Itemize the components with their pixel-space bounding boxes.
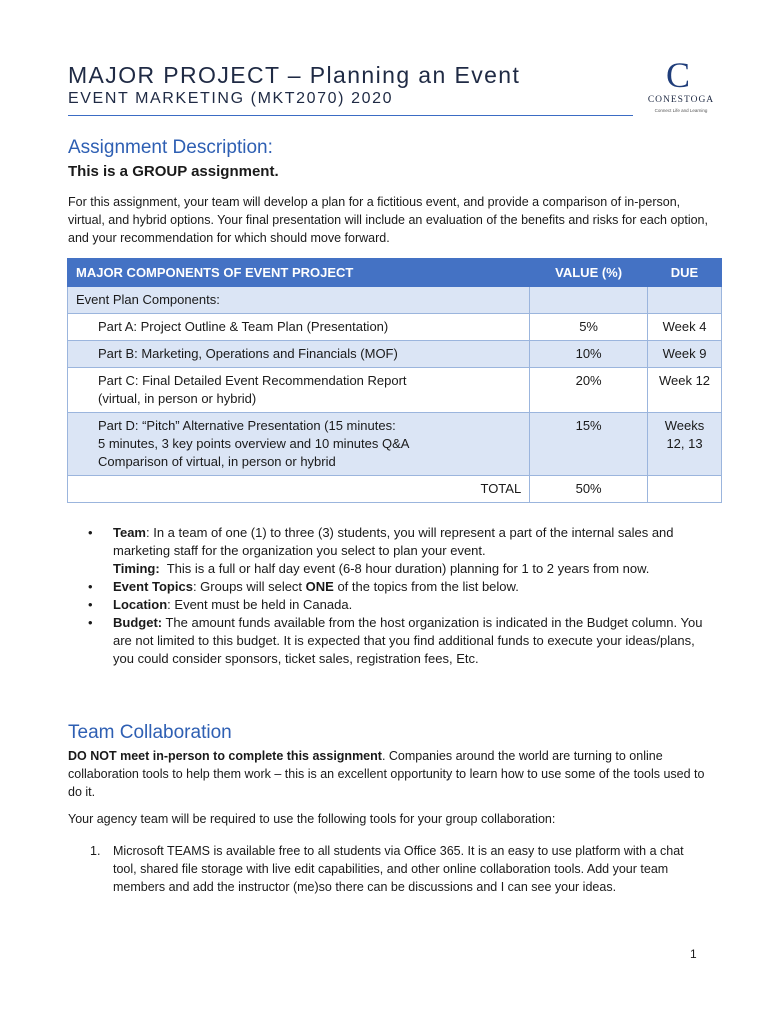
table-row: [68, 287, 722, 314]
table-row: [68, 368, 722, 413]
components-table: [67, 258, 722, 503]
page-number: 1: [690, 947, 697, 961]
value-cell: 20%: [530, 368, 648, 413]
bullet-icon: •: [88, 525, 93, 540]
logo-name: CONESTOGA: [647, 95, 715, 105]
bullet-icon: •: [88, 597, 93, 612]
assignment-description-heading: Assignment Description:: [68, 137, 273, 158]
header-value: VALUE (%): [530, 259, 648, 287]
conestoga-logo: [636, 56, 726, 118]
total-value: 50%: [530, 476, 648, 503]
component-cell: Part A: Project Outline & Team Plan (Presentation): [68, 314, 530, 341]
list-item: • Location: Event must be held in Canada.: [88, 597, 353, 612]
value-cell: 5%: [530, 314, 648, 341]
due-cell: Week 12: [648, 368, 722, 413]
due-cell: Week 9: [648, 341, 722, 368]
document-subtitle: EVENT MARKETING (MKT2070) 2020: [68, 90, 394, 107]
list-item: • Budget: The amount funds available from the host organization is indicated in the Budget column. You are not limited to this budget. It is expected that you find additional funds to execute your ideas/plans, you could consider sponsors, ticket sales, registration fees, Etc.: [88, 615, 707, 666]
collaboration-paragraph: DO NOT meet in-person to complete this assignment. Companies around the world are turning to online collaboration tools to help them work – this is an excellent opportunity to learn how to use some of the tools used to do it.: [68, 749, 705, 799]
tools-list: [90, 842, 690, 896]
component-cell: Part C: Final Detailed Event Recommendation Report (virtual, in person or hybrid): [68, 368, 530, 413]
bullet-icon: •: [88, 615, 93, 630]
header-due: DUE: [648, 259, 722, 287]
due-cell: Week 4: [648, 314, 722, 341]
section-label: Event Plan Components:: [68, 287, 530, 314]
logo-tagline: Connect Life and Learning: [654, 108, 708, 113]
table-total-row: [68, 476, 722, 503]
description-paragraph: For this assignment, your team will develop a plan for a fictitious event, and provide a comparison of in-person, virtual, and hybrid options. Your final presentation will include an evaluation of the benefits and risks for each option, and your recommendation for which should move forward.: [68, 195, 708, 245]
header-divider: [68, 115, 633, 116]
table-row: [68, 413, 722, 476]
list-item: • Event Topics: Groups will select ONE of the topics from the list below.: [88, 579, 519, 594]
table-row: [68, 314, 722, 341]
bullet-icon: •: [88, 579, 93, 594]
total-label: TOTAL: [68, 476, 530, 503]
value-cell: 10%: [530, 341, 648, 368]
table-header-row: [68, 259, 722, 287]
item-number: 1.: [90, 844, 101, 858]
component-cell: Part B: Marketing, Operations and Financials (MOF): [68, 341, 530, 368]
value-cell: 15%: [530, 413, 648, 476]
team-collaboration-heading: Team Collaboration: [68, 722, 232, 743]
document-title: MAJOR PROJECT – Planning an Event: [68, 62, 521, 88]
group-assignment-note: This is a GROUP assignment.: [68, 163, 279, 180]
requirements-list: [88, 524, 708, 668]
list-item: 1. Microsoft TEAMS is available free to all students via Office 365. It is an easy to use platform with a chat tool, shared file storage with live edit capabilities, and other online collaboration tools. Add your team members and add the instructor (me)so there can be discussions and I can see your ideas.: [90, 844, 684, 894]
due-cell: Weeks 12, 13: [648, 413, 722, 476]
svg-text:C: C: [665, 56, 691, 92]
component-cell: Part D: “Pitch” Alternative Presentation (15 minutes: 5 minutes, 3 key points overview and 10 minutes Q&A Comparison of virtual, in person or hybrid: [68, 413, 530, 476]
tools-intro-paragraph: Your agency team will be required to use the following tools for your group collaboration:: [68, 812, 556, 826]
table-row: [68, 341, 722, 368]
header-components: MAJOR COMPONENTS OF EVENT PROJECT: [68, 259, 530, 287]
list-item: • Team: In a team of one (1) to three (3) students, you will represent a part of the internal sales and marketing staff for the organization you select to plan your event. Timing: This is a full or half day event (6-8 hour duration) planning for 1 to 2 years from now.: [88, 525, 674, 576]
logo-c-mark-icon: [662, 56, 694, 92]
